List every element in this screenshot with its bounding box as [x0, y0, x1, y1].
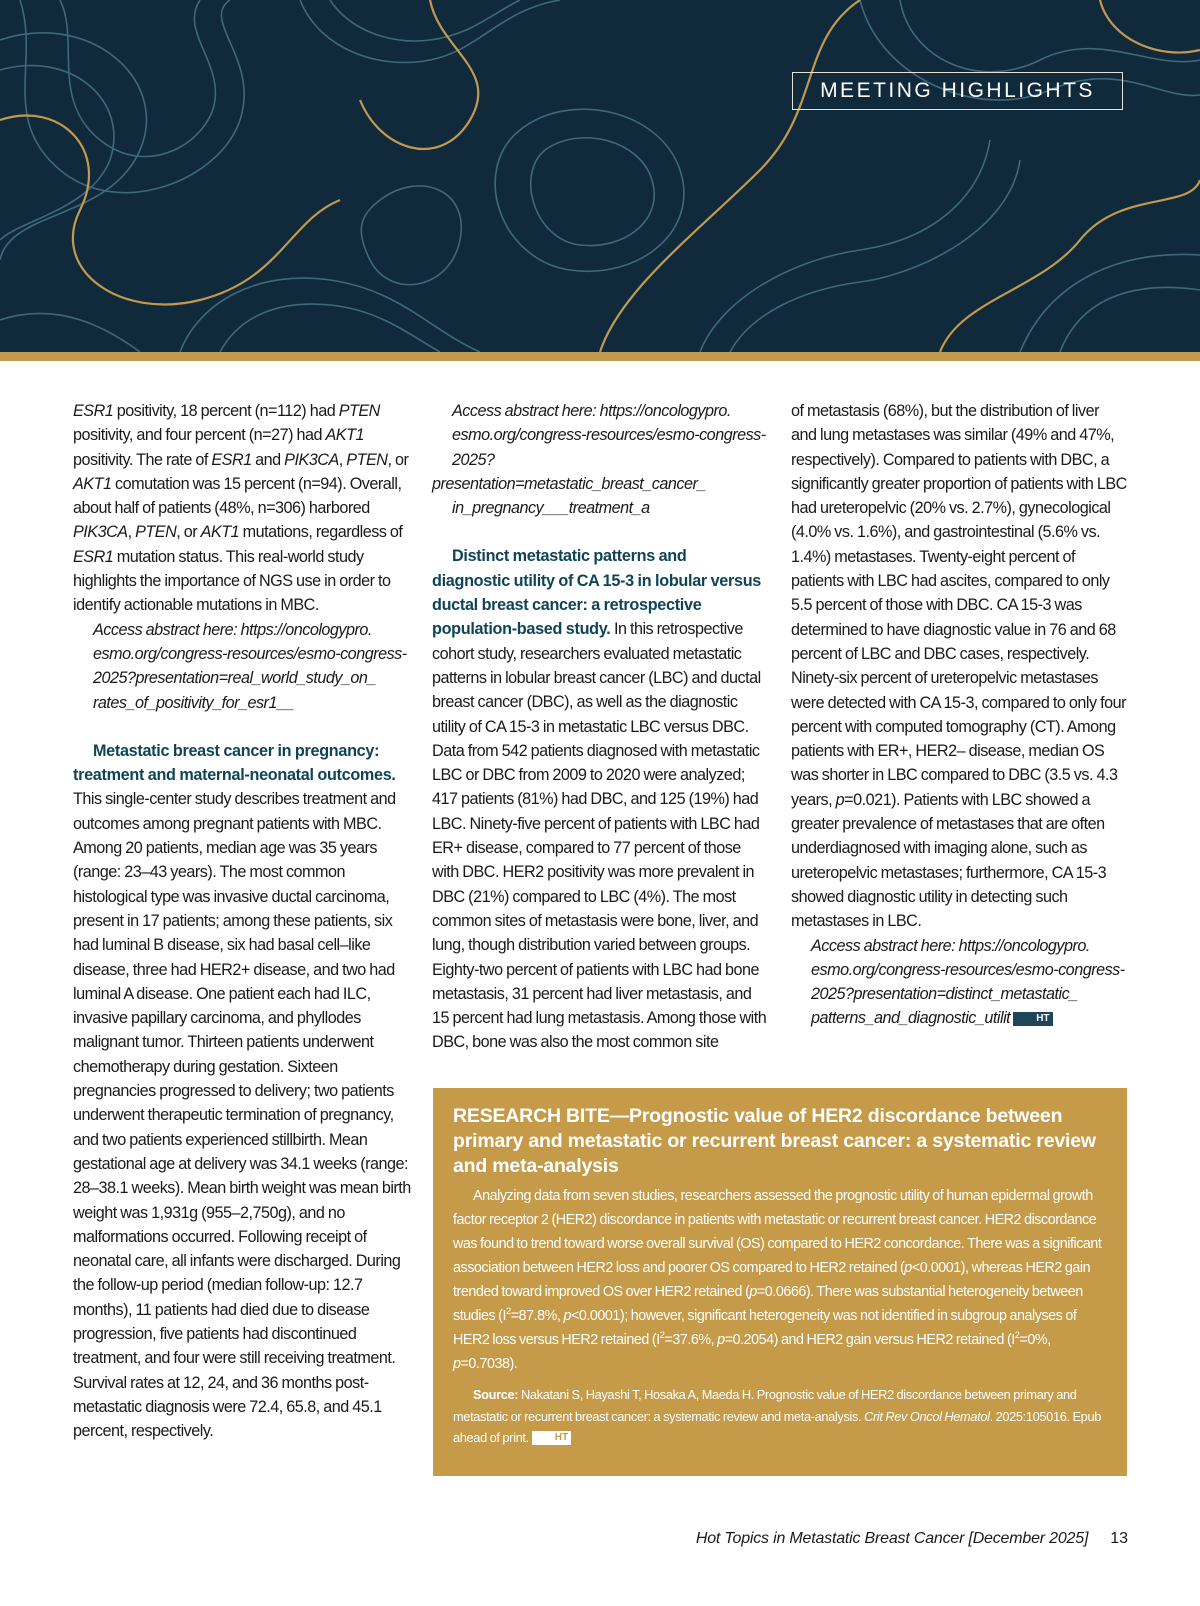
page-number: 13	[1110, 1530, 1128, 1547]
publication-title: Hot Topics in Metastatic Breast Cancer [December 2025]	[695, 1530, 1089, 1547]
abstract-link-3[interactable]: in_pregnancy___treatment_a	[452, 499, 650, 518]
research-bite-title: RESEARCH BITE—Prognostic value of HER2 discordance between primary and metastatic or recurrent breast cancer: a systematic review and meta-analysis	[453, 1105, 1096, 1177]
article-heading-pregnancy: Metastatic breast cancer in pregnancy: treatment and maternal-neonatal outcomes.	[73, 741, 396, 785]
access-label: Access abstract here: https://oncologypro.	[811, 936, 1090, 955]
abstract-link-3[interactable]: rates_of_positivity_for_esr1__	[93, 693, 294, 712]
topographic-pattern	[0, 0, 1200, 352]
article-body-pregnancy: This single-center study describes treatment and outcomes among pregnant patients with MBC. Among 20 patients, median age was 35 years (range: 23–43 years). The most common histological type was invasive ductal carcinoma, present in 17 patients; among these patients, six had luminal B disease, six had basal cell–like disease, three had HER2+ disease, and two had luminal A disease. One patient each had ILC, invasive papillary carcinoma, and phyllodes malignant tumor. Thirteen patients underwent chemotherapy during gestation. Sixteen pregnancies progressed to delivery; two patients underwent therapeutic termination of pregnancy, and two patients experienced stillbirth. Mean gestational age at delivery was 34.1 weeks (range: 28–38.1 weeks). Mean birth weight was mean birth weight was 1,931g (955–2,750g), and no malformations occurred. Following receipt of neonatal care, all infants were discharged. During the follow-up period (median follow-up: 12.7 months), 11 patients had died due to disease progression, five patients had discontinued treatment, and four were still receiving treatment. Survival rates at 12, 24, and 36 months post-metastatic diagnosis were 72.4, 65.8, and 45.1 percent, respectively.	[73, 790, 411, 1441]
banner-divider	[0, 352, 1200, 361]
research-bite-box	[433, 1088, 1127, 1476]
article-column-1	[73, 399, 411, 1443]
article-column-3	[791, 399, 1127, 1031]
abstract-link-1[interactable]: esmo.org/congress-resources/esmo-congress-	[452, 426, 766, 445]
end-mark-icon: HT	[532, 1431, 571, 1445]
page-footer	[696, 1530, 1128, 1548]
section-label: MEETING HIGHLIGHTS	[792, 72, 1123, 110]
access-label: Access abstract here: https://oncologypro.	[93, 620, 372, 639]
abstract-link-3[interactable]: patterns_and_diagnostic_utilit HT	[791, 1006, 1127, 1030]
abstract-link-2[interactable]: 2025?presentation=real_world_study_on_	[93, 669, 376, 688]
paragraph-lobular-continued: of metastasis (68%), but the distribution of liver and lung metastases was similar (49% and 47%, respectively). Compared to patients with DBC, a significantly greater proportion of patients with LBC had ureteropelvic (20% vs. 2.7%), gynecological (4.0% vs. 1.6%), and gastrointestinal (5.6% vs. 1.4%) metastases. Twenty-eight percent of patients with LBC had ascites, compared to only 5.5 percent of those with DBC. CA 15-3 was determined to have diagnostic value in 76 and 68 percent of LBC and DBC cases, respectively. Ninety-six percent of ureteropelvic metastases were detected with CA 15-3, compared to only four percent with computed tomography (CT). Among patients with ER+, HER2– disease, median OS was shorter in LBC compared to DBC (3.5 vs. 4.3 years, p=0.021). Patients with LBC showed a greater prevalence of metastases that are often underdiagnosed with imaging alone, such as ureteropelvic metastases; furthermore, CA 15-3 showed diagnostic utility in detecting such metastases in LBC.	[791, 402, 1127, 931]
article-lobular	[432, 544, 767, 1054]
access-label: Access abstract here: https://oncologypro.	[452, 402, 731, 420]
abstract-access-pregnancy	[432, 399, 767, 520]
abstract-access-lobular	[791, 934, 1127, 1031]
article-column-2	[432, 399, 767, 1055]
article-heading-lobular: Distinct metastatic patterns and diagnostic utility of CA 15-3 in lobular versus ductal breast cancer: a retrospective population-based study.	[432, 547, 761, 639]
article-pregnancy	[73, 739, 411, 1444]
abstract-link-2[interactable]: 2025?presentation=metastatic_breast_cancer_	[432, 450, 706, 493]
abstract-link-1[interactable]: esmo.org/congress-resources/esmo-congress-	[811, 960, 1125, 979]
article-body-lobular: In this retrospective cohort study, researchers evaluated metastatic patterns in lobular breast cancer (LBC) and ductal breast cancer (DBC), as well as the diagnostic utility of CA 15-3 in metastatic LBC versus DBC. Data from 542 patients diagnosed with metastatic LBC or DBC from 2009 to 2020 were analyzed; 417 patients (81%) had DBC, and 125 (19%) had LBC. Ninety-five percent of patients with LBC had ER+ disease, compared to 77 percent of those with DBC. HER2 positivity was more prevalent in DBC (21%) compared to LBC (4%). The most common sites of metastasis were bone, liver, and lung, though distribution varied between groups. Eighty-two percent of patients with LBC had bone metastasis, 31 percent had liver metastasis, and 15 percent had lung metastasis. Among those with DBC, bone was also the most common site	[432, 620, 767, 1052]
research-bite-source: Source: Nakatani S, Hayashi T, Hosaka A, Maeda H. Prognostic value of HER2 discordance between primary and metastatic or recurrent breast cancer: a systematic review and meta-analysis. Crit Rev Oncol Hematol. 2025:105016. Epub ahead of print. HT	[453, 1387, 1101, 1445]
header-banner	[0, 0, 1200, 352]
paragraph-esr1-results: ESR1 positivity, 18 percent (n=112) had PTEN positivity, and four percent (n=27) had AKT1 positivity. The rate of ESR1 and PIK3CA, PTEN, or AKT1 comutation was 15 percent (n=94). Overall, about half of patients (48%, n=306) harbored PIK3CA, PTEN, or AKT1 mutations, regardless of ESR1 mutation status. This real-world study highlights the importance of NGS use in order to identify actionable mutations in MBC.	[73, 402, 409, 615]
abstract-access-esr1	[73, 618, 411, 715]
abstract-link-2[interactable]: 2025?presentation=distinct_metastatic_	[811, 985, 1078, 1004]
end-mark-icon: HT	[1013, 1012, 1052, 1026]
abstract-link-1[interactable]: esmo.org/congress-resources/esmo-congress-	[93, 644, 407, 663]
research-bite-body: Analyzing data from seven studies, researchers assessed the prognostic utility of human epidermal growth factor receptor 2 (HER2) discordance in patients with metastatic or recurrent breast cancer. HER2 discordance was found to trend toward worse overall survival (OS) compared to HER2 concordance. There was a significant association between HER2 loss and poorer OS compared to HER2 retained (p<0.0001), whereas HER2 gain trended toward improved OS over HER2 retained (p=0.0666). There was substantial heterogeneity between studies ($I^2=87.8\%$, p<0.0001); however, significant heterogeneity was not identified in subgroup analyses of HER2 loss versus HER2 retained ($I^2=37.6\%$, p=0.2054) and HER2 gain versus HER2 retained ($I^2=0\%$, p=0.7038).	[453, 1188, 1102, 1372]
